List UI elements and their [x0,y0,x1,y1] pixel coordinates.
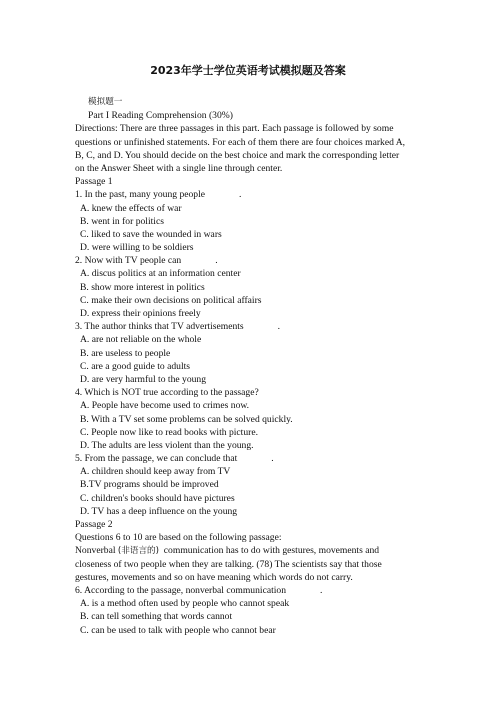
question-stem: 5. From the passage, we can conclude that . [75,453,274,465]
answer-option: D. were willing to be soldiers [80,242,194,254]
answer-option: D. TV has a deep influence on the young [80,505,238,517]
answer-option: A. are not reliable on the whole [80,334,202,346]
answer-option: C. People now like to read books with picture. [80,426,258,438]
answer-option: B. can tell something that words cannot [80,611,233,623]
passage-2-label: Passage 2 [75,519,113,530]
passage-1-label: Passage 1 [75,176,113,188]
answer-option: B. With a TV set some problems can be solved quickly. [80,413,293,425]
passage-line: closeness of two people when they are talking. (78) The scientists say that those [75,558,382,570]
document-body [75,96,420,637]
answer-option: A. People have become used to crimes now. [80,400,250,412]
question-stem: 2. Now with TV people can . [75,255,218,267]
question-5 [75,452,420,518]
question-2 [75,254,420,320]
answer-option: C. can be used to talk with people who cannot bear [80,624,276,636]
answer-option: D. are very harmful to the young [80,373,207,385]
passage-line: Nonverbal (非语言的) communication has to do with gestures, movements and [75,545,380,557]
answer-option: B.TV programs should be improved [80,479,219,491]
directions-line: B, C, and D. You should decide on the best choice and mark the corresponding letter [75,149,400,161]
answer-option: A. is a method often used by people who cannot speak [80,598,290,610]
directions-line: questions or unfinished statements. For each of them there are four choices marked A, [75,136,406,148]
answer-option: C. make their own decisions on political affairs [80,294,262,306]
answer-option: C. are a good guide to adults [80,360,191,372]
answer-option: B. went in for politics [80,215,164,227]
answer-option: A. knew the effects of war [80,202,182,214]
answer-option: B. show more interest in politics [80,281,205,293]
part-title: Part I Reading Comprehension (30%) [88,110,233,122]
question-3 [75,320,420,386]
answer-option: A. children should keep away from TV [80,466,231,478]
answer-option: C. liked to save the wounded in wars [80,228,222,240]
passage-line: gestures, movements and so on have meaning which words do not carry. [75,571,353,583]
answer-option: D. The adults are less violent than the young. [80,439,254,451]
question-stem: 3. The author thinks that TV advertisements . [75,321,281,333]
page-title: 2023年学士学位英语考试模拟题及答案 [150,64,346,77]
question-1 [75,188,420,254]
directions-line: Directions: There are three passages in this part. Each passage is followed by some [75,123,394,135]
question-4 [75,386,420,452]
passage-2-intro: Questions 6 to 10 are based on the following passage: [75,532,282,544]
answer-option: A. discus politics at an information center [80,268,241,280]
directions-line: on the Answer Sheet with a single line through center. [75,162,283,174]
question-6 [75,584,420,637]
answer-option: B. are useless to people [80,347,171,359]
directions [75,122,420,175]
question-stem: 6. According to the passage, nonverbal communication . [75,584,323,596]
answer-option: D. express their opinions freely [80,308,201,319]
section-label: 模拟题一 [88,97,123,107]
passage-2-text [75,544,420,584]
question-stem: 1. In the past, many young people . [75,189,242,201]
answer-option: C. children's books should have pictures [80,492,235,504]
question-stem: 4. Which is NOT true according to the passage? [75,387,259,399]
